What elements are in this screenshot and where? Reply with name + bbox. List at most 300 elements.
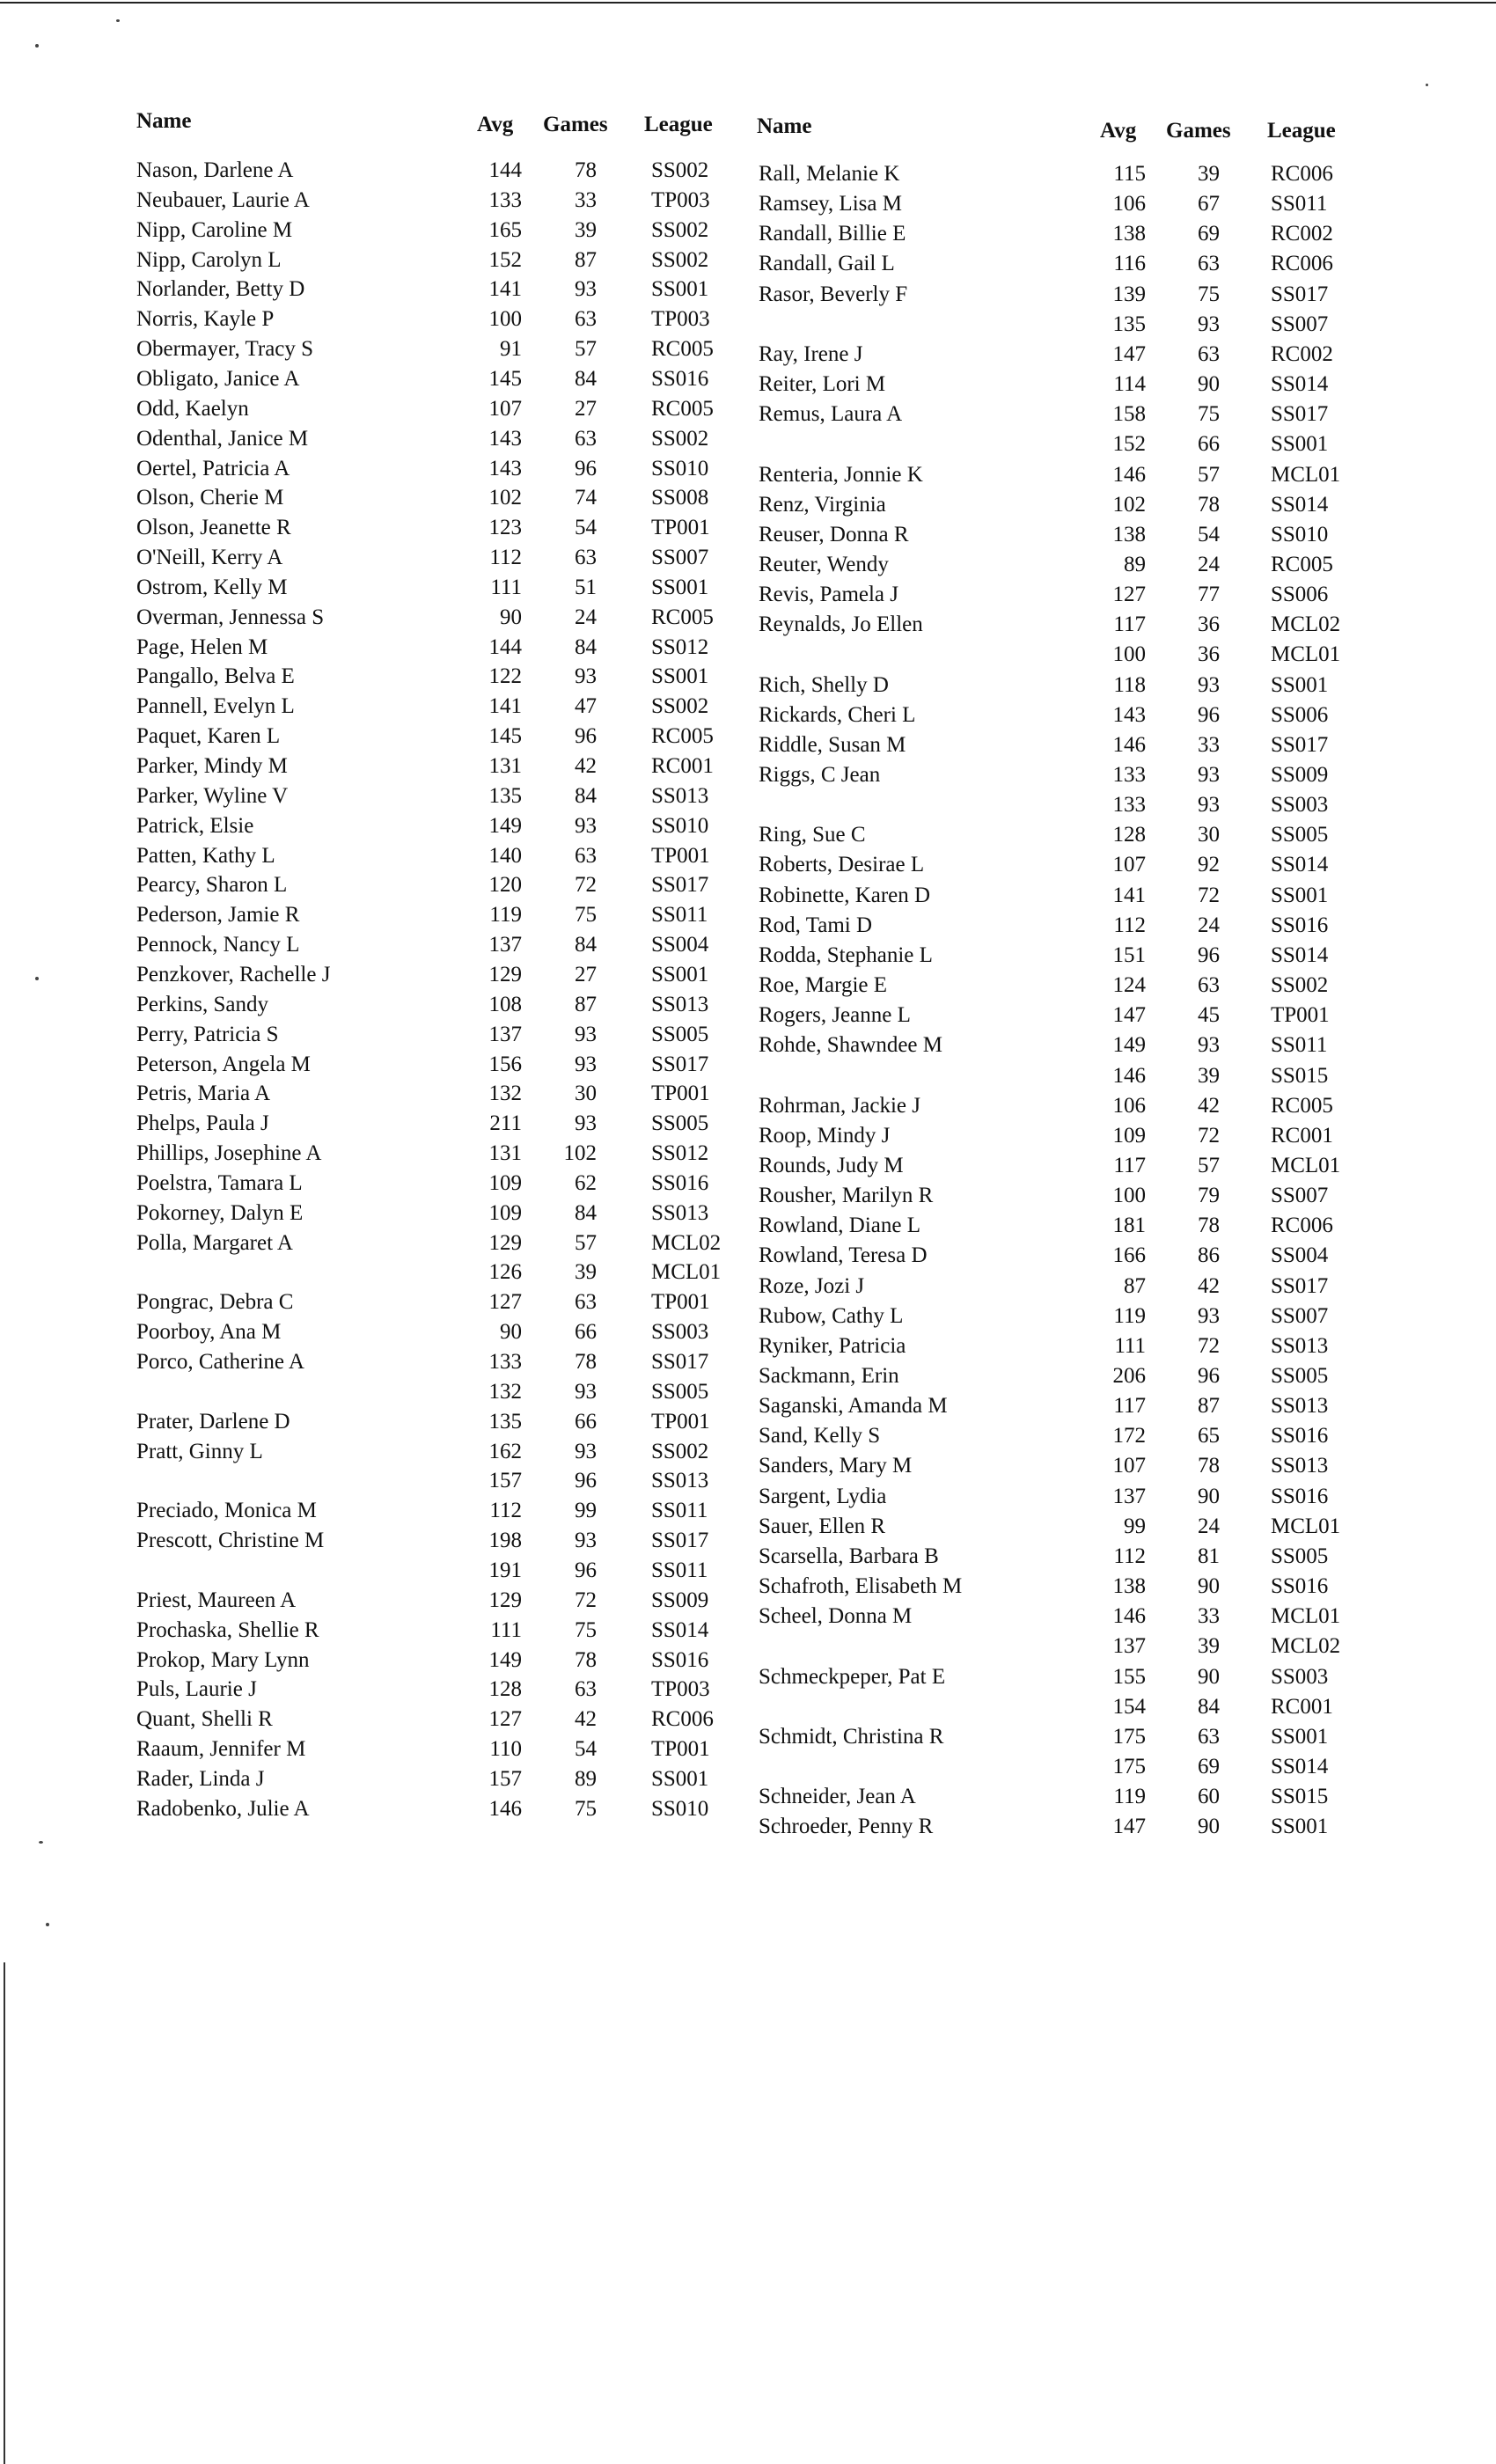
games-value: 78 (575, 1350, 597, 1374)
games-value: 75 (575, 1796, 597, 1821)
league-code: SS010 (651, 813, 709, 838)
average-value: 146 (1112, 732, 1146, 757)
average-value: 137 (488, 933, 522, 957)
table-row (0, 282, 1496, 312)
player-name: Rasor, Beverly F (759, 282, 908, 306)
player-name: Pokorney, Dalyn E (136, 1200, 304, 1225)
table-row (0, 793, 1496, 823)
table-row (0, 312, 1496, 342)
league-code: SS010 (1271, 522, 1329, 546)
table-row (0, 1304, 1496, 1334)
league-code: SS005 (1271, 1544, 1329, 1568)
league-code: RC006 (1271, 252, 1333, 276)
league-code: SS002 (1271, 973, 1329, 998)
average-value: 111 (1114, 1333, 1146, 1358)
left-header-name: Name (136, 109, 192, 133)
average-value: 90 (500, 1320, 522, 1345)
player-name: Rogers, Jeanne L (759, 1003, 911, 1028)
league-code: SS017 (1271, 1273, 1329, 1298)
player-name: Poelstra, Tamara L (136, 1170, 303, 1195)
player-name: Rounds, Judy M (759, 1153, 904, 1177)
league-code: SS013 (651, 992, 709, 1016)
average-value: 143 (1112, 702, 1146, 727)
average-value: 99 (1124, 1514, 1146, 1538)
average-value: 119 (489, 903, 522, 928)
games-value: 66 (575, 1409, 597, 1434)
player-name: Odenthal, Janice M (136, 426, 309, 451)
player-name: Randall, Billie E (759, 222, 906, 246)
games-value: 90 (1198, 372, 1220, 397)
player-name: Renz, Virginia (759, 492, 886, 517)
player-name: Sargent, Lydia (759, 1484, 887, 1508)
league-code: MCL02 (1271, 612, 1341, 637)
average-value: 157 (488, 1469, 522, 1493)
player-name: Priest, Maureen A (136, 1588, 297, 1612)
average-value: 138 (1112, 1574, 1146, 1599)
games-value: 93 (575, 1529, 597, 1553)
games-value: 27 (575, 962, 597, 986)
league-code: SS016 (651, 1170, 709, 1195)
right-header-avg: Avg (1100, 119, 1137, 143)
average-value: 133 (488, 1350, 522, 1374)
league-code: SS016 (1271, 1424, 1329, 1448)
average-value: 117 (1113, 1394, 1146, 1419)
league-code: SS013 (651, 1200, 709, 1225)
games-value: 24 (1198, 1514, 1220, 1538)
league-code: SS016 (1271, 1484, 1329, 1508)
player-name: Pratt, Ginny L (136, 1439, 263, 1463)
average-value: 146 (1112, 462, 1146, 487)
average-value: 141 (488, 694, 522, 719)
table-row (0, 1094, 1496, 1124)
table-row (0, 162, 1496, 192)
player-name: Obermayer, Tracy S (136, 337, 314, 362)
table-row (0, 402, 1496, 432)
average-value: 152 (488, 247, 522, 272)
player-name: Roop, Mindy J (759, 1123, 891, 1148)
top-border-line (0, 2, 1496, 4)
average-value: 156 (488, 1052, 522, 1076)
player-name: Patrick, Elsie (136, 813, 254, 838)
league-code: SS002 (651, 247, 709, 272)
league-code: TP001 (651, 1290, 710, 1315)
average-value: 111 (490, 575, 522, 599)
average-value: 147 (1112, 341, 1146, 366)
league-code: SS002 (651, 1439, 709, 1463)
player-name: Polla, Margaret A (136, 1230, 293, 1255)
games-value: 93 (575, 1022, 597, 1046)
player-name: Parker, Wyline V (136, 783, 289, 808)
games-value: 93 (1198, 1033, 1220, 1058)
average-value: 122 (488, 664, 522, 689)
games-value: 63 (575, 843, 597, 868)
league-code: SS013 (1271, 1394, 1329, 1419)
player-name: Rader, Linda J (136, 1766, 265, 1791)
player-name: Roze, Jozi J (759, 1273, 865, 1298)
table-row (0, 1274, 1496, 1304)
league-code: SS001 (1271, 883, 1329, 907)
games-value: 93 (575, 813, 597, 838)
games-value: 96 (575, 456, 597, 480)
games-value: 60 (1198, 1785, 1220, 1809)
player-name: Pennock, Nancy L (136, 933, 300, 957)
average-value: 107 (1112, 853, 1146, 877)
average-value: 175 (1112, 1754, 1146, 1778)
games-value: 89 (575, 1766, 597, 1791)
games-value: 30 (575, 1082, 597, 1106)
average-value: 119 (1113, 1785, 1146, 1809)
games-value: 96 (1198, 702, 1220, 727)
league-code: TP001 (651, 1409, 710, 1434)
games-value: 72 (575, 873, 597, 898)
table-row (0, 583, 1496, 612)
league-code: SS006 (1271, 583, 1329, 607)
average-value: 165 (488, 217, 522, 242)
league-code: SS017 (651, 873, 709, 898)
average-value: 139 (1112, 282, 1146, 306)
player-name: Prochaska, Shellie R (136, 1617, 319, 1642)
player-name: Phillips, Josephine A (136, 1141, 322, 1166)
games-value: 78 (575, 1647, 597, 1672)
average-value: 140 (488, 843, 522, 868)
games-value: 63 (575, 1290, 597, 1315)
average-value: 123 (488, 516, 522, 540)
player-name: Pearcy, Sharon L (136, 873, 288, 898)
games-value: 42 (1198, 1273, 1220, 1298)
league-code: SS001 (1271, 432, 1329, 457)
average-value: 87 (1124, 1273, 1146, 1298)
league-code: RC005 (651, 396, 714, 421)
player-name: Rod, Tami D (759, 913, 873, 937)
games-value: 93 (1198, 793, 1220, 818)
table-row (0, 703, 1496, 733)
games-value: 74 (575, 486, 597, 510)
average-value: 149 (488, 1647, 522, 1672)
table-row (0, 1214, 1496, 1243)
average-value: 145 (488, 724, 522, 749)
table-row (0, 673, 1496, 703)
player-name: Schmidt, Christina R (759, 1724, 944, 1749)
league-code: SS005 (1271, 1364, 1329, 1388)
league-code: RC006 (1271, 162, 1333, 186)
average-value: 141 (1112, 883, 1146, 907)
average-value: 147 (1112, 1003, 1146, 1028)
league-code: SS010 (651, 456, 709, 480)
average-value: 111 (490, 1617, 522, 1642)
player-name: Puls, Laurie J (136, 1677, 257, 1702)
table-row (0, 853, 1496, 883)
average-value: 133 (1112, 763, 1146, 787)
league-code: MCL01 (1271, 642, 1341, 667)
scan-speck (1426, 84, 1428, 86)
table-row (0, 612, 1496, 642)
games-value: 96 (575, 1558, 597, 1582)
average-value: 126 (488, 1260, 522, 1285)
player-name: Pannell, Evelyn L (136, 694, 295, 719)
league-code: RC001 (651, 754, 714, 778)
league-code: SS007 (1271, 1184, 1329, 1208)
games-value: 93 (1198, 763, 1220, 787)
player-name: Ramsey, Lisa M (759, 192, 902, 216)
average-value: 129 (488, 1588, 522, 1612)
league-code: SS013 (651, 1469, 709, 1493)
games-value: 77 (1198, 583, 1220, 607)
league-code: RC001 (1271, 1694, 1333, 1719)
games-value: 84 (575, 1200, 597, 1225)
league-code: SS005 (651, 1022, 709, 1046)
games-value: 75 (1198, 402, 1220, 427)
average-value: 100 (488, 307, 522, 332)
league-code: MCL01 (1271, 1604, 1341, 1629)
games-value: 69 (1198, 1754, 1220, 1778)
games-value: 84 (575, 933, 597, 957)
average-value: 116 (1113, 252, 1146, 276)
league-code: SS017 (1271, 732, 1329, 757)
league-code: SS014 (1271, 492, 1329, 517)
league-code: SS001 (651, 1766, 709, 1791)
player-name: Rowland, Teresa D (759, 1243, 928, 1268)
league-code: TP001 (1271, 1003, 1330, 1028)
table-row (0, 1364, 1496, 1394)
average-value: 129 (488, 962, 522, 986)
player-name: Sauer, Ellen R (759, 1514, 886, 1538)
average-value: 127 (1112, 583, 1146, 607)
player-name: Schneider, Jean A (759, 1785, 916, 1809)
table-row (0, 913, 1496, 943)
average-value: 91 (500, 337, 522, 362)
player-name: Parker, Mindy M (136, 754, 288, 778)
player-name: Penzkover, Rachelle J (136, 962, 331, 986)
games-value: 75 (575, 1617, 597, 1642)
games-value: 24 (1198, 552, 1220, 576)
league-code: RC001 (1271, 1123, 1333, 1148)
player-name: Sand, Kelly S (759, 1424, 881, 1448)
league-code: SS002 (651, 694, 709, 719)
games-value: 86 (1198, 1243, 1220, 1268)
average-value: 138 (1112, 222, 1146, 246)
games-value: 30 (1198, 823, 1220, 847)
league-code: TP003 (651, 187, 710, 212)
league-code: SS013 (1271, 1454, 1329, 1478)
league-code: SS008 (651, 486, 709, 510)
player-name: Page, Helen M (136, 634, 268, 659)
games-value: 96 (1198, 1364, 1220, 1388)
league-code: SS017 (651, 1350, 709, 1374)
league-code: SS007 (1271, 1303, 1329, 1328)
league-code: TP001 (651, 1082, 710, 1106)
average-value: 133 (488, 187, 522, 212)
league-code: TP003 (651, 1677, 710, 1702)
average-value: 108 (488, 992, 522, 1016)
player-name: Robinette, Karen D (759, 883, 931, 907)
player-name: Rousher, Marilyn R (759, 1184, 934, 1208)
player-name: Ring, Sue C (759, 823, 866, 847)
games-value: 81 (1198, 1544, 1220, 1568)
average-value: 109 (488, 1170, 522, 1195)
average-value: 102 (488, 486, 522, 510)
player-name: Odd, Kaelyn (136, 396, 249, 421)
average-value: 138 (1112, 522, 1146, 546)
average-value: 144 (488, 634, 522, 659)
table-row (0, 1243, 1496, 1273)
league-code: SS005 (651, 1379, 709, 1404)
player-name: Rall, Melanie K (759, 162, 900, 186)
league-code: TP001 (651, 843, 710, 868)
games-value: 51 (575, 575, 597, 599)
games-value: 84 (575, 366, 597, 391)
table-row (0, 222, 1496, 252)
league-code: MCL01 (1271, 1153, 1341, 1177)
games-value: 96 (575, 724, 597, 749)
games-value: 42 (1198, 1093, 1220, 1118)
average-value: 106 (1112, 192, 1146, 216)
player-name: Riddle, Susan M (759, 732, 906, 757)
average-value: 157 (488, 1766, 522, 1791)
player-name: Olson, Jeanette R (136, 516, 291, 540)
average-value: 128 (488, 1677, 522, 1702)
right-header-games: Games (1166, 119, 1231, 143)
league-code: SS009 (651, 1588, 709, 1612)
games-value: 42 (575, 1707, 597, 1732)
average-value: 154 (1112, 1694, 1146, 1719)
games-value: 39 (1198, 162, 1220, 186)
league-code: SS004 (1271, 1243, 1329, 1268)
league-code: SS014 (1271, 942, 1329, 967)
league-code: MCL01 (651, 1260, 722, 1285)
table-row (0, 1755, 1496, 1785)
games-value: 57 (575, 1230, 597, 1255)
player-name: Reuser, Donna R (759, 522, 909, 546)
league-code: SS017 (651, 1052, 709, 1076)
games-value: 39 (575, 1260, 597, 1285)
league-code: SS003 (1271, 793, 1329, 818)
league-code: SS010 (651, 1796, 709, 1821)
league-code: RC005 (651, 337, 714, 362)
league-code: SS001 (1271, 1724, 1329, 1749)
average-value: 146 (488, 1796, 522, 1821)
league-code: SS009 (1271, 763, 1329, 787)
table-row (0, 1604, 1496, 1634)
average-value: 129 (488, 1230, 522, 1255)
table-row (0, 1394, 1496, 1424)
league-code: SS001 (651, 277, 709, 302)
league-code: TP003 (651, 307, 710, 332)
games-value: 87 (1198, 1394, 1220, 1419)
average-value: 145 (488, 366, 522, 391)
table-row (0, 943, 1496, 973)
player-name: Remus, Laura A (759, 402, 903, 427)
right-header-name: Name (757, 114, 812, 138)
player-name: Reuter, Wendy (759, 552, 889, 576)
league-code: SS002 (651, 158, 709, 182)
average-value: 158 (1112, 402, 1146, 427)
league-code: SS017 (1271, 402, 1329, 427)
games-value: 63 (1198, 973, 1220, 998)
games-value: 63 (1198, 1724, 1220, 1749)
games-value: 78 (1198, 492, 1220, 517)
league-code: RC006 (1271, 1214, 1333, 1238)
games-value: 72 (1198, 883, 1220, 907)
player-name: Scarsella, Barbara B (759, 1544, 939, 1568)
games-value: 92 (1198, 853, 1220, 877)
games-value: 72 (1198, 1333, 1220, 1358)
league-code: SS015 (1271, 1063, 1329, 1088)
table-row (0, 432, 1496, 462)
player-name: Phelps, Paula J (136, 1111, 269, 1136)
table-row (0, 553, 1496, 583)
average-value: 146 (1112, 1604, 1146, 1629)
player-name: Rowland, Diane L (759, 1214, 920, 1238)
player-name: Saganski, Amanda M (759, 1394, 948, 1419)
table-row (0, 372, 1496, 402)
games-value: 63 (575, 1677, 597, 1702)
league-code: SS011 (651, 1558, 708, 1582)
average-value: 149 (1112, 1033, 1146, 1058)
player-name: Preciado, Monica M (136, 1499, 317, 1523)
player-name: Porco, Catherine A (136, 1350, 304, 1374)
average-value: 166 (1112, 1243, 1146, 1268)
games-value: 93 (1198, 1303, 1220, 1328)
player-name: Obligato, Janice A (136, 366, 300, 391)
games-value: 57 (575, 337, 597, 362)
player-name: Schmeckpeper, Pat E (759, 1664, 946, 1689)
average-value: 110 (489, 1737, 522, 1762)
average-value: 132 (488, 1379, 522, 1404)
right-header-league: League (1267, 119, 1336, 143)
player-name: Prater, Darlene D (136, 1409, 290, 1434)
average-value: 137 (1112, 1484, 1146, 1508)
average-value: 143 (488, 426, 522, 451)
league-code: SS011 (651, 1499, 708, 1523)
average-value: 146 (1112, 1063, 1146, 1088)
table-row (0, 1634, 1496, 1664)
average-value: 149 (488, 813, 522, 838)
league-code: SS016 (651, 1647, 709, 1672)
table-row (0, 523, 1496, 553)
player-name: Overman, Jennessa S (136, 605, 325, 629)
league-code: SS001 (651, 664, 709, 689)
games-value: 39 (1198, 1634, 1220, 1659)
average-value: 131 (488, 1141, 522, 1166)
table-row (0, 252, 1496, 282)
games-value: 33 (1198, 732, 1220, 757)
average-value: 133 (1112, 793, 1146, 818)
table-row (0, 1725, 1496, 1755)
league-code: SS001 (1271, 1815, 1329, 1839)
games-value: 57 (1198, 1153, 1220, 1177)
league-code: SS016 (651, 366, 709, 391)
left-header-avg: Avg (477, 113, 514, 136)
player-name: Norris, Kayle P (136, 307, 275, 332)
player-name: Sanders, Mary M (759, 1454, 913, 1478)
games-value: 63 (1198, 341, 1220, 366)
player-name: Sackmann, Erin (759, 1364, 899, 1388)
games-value: 39 (575, 217, 597, 242)
games-value: 36 (1198, 642, 1220, 667)
league-code: SS005 (651, 1111, 709, 1136)
player-name: Roe, Margie E (759, 973, 888, 998)
average-value: 127 (488, 1707, 522, 1732)
average-value: 102 (1112, 492, 1146, 517)
games-value: 57 (1198, 462, 1220, 487)
average-value: 107 (1112, 1454, 1146, 1478)
league-code: SS001 (651, 962, 709, 986)
league-code: SS011 (1271, 1033, 1328, 1058)
league-code: TP001 (651, 516, 710, 540)
average-value: 109 (1112, 1123, 1146, 1148)
average-value: 107 (488, 396, 522, 421)
average-value: 112 (1113, 1544, 1146, 1568)
